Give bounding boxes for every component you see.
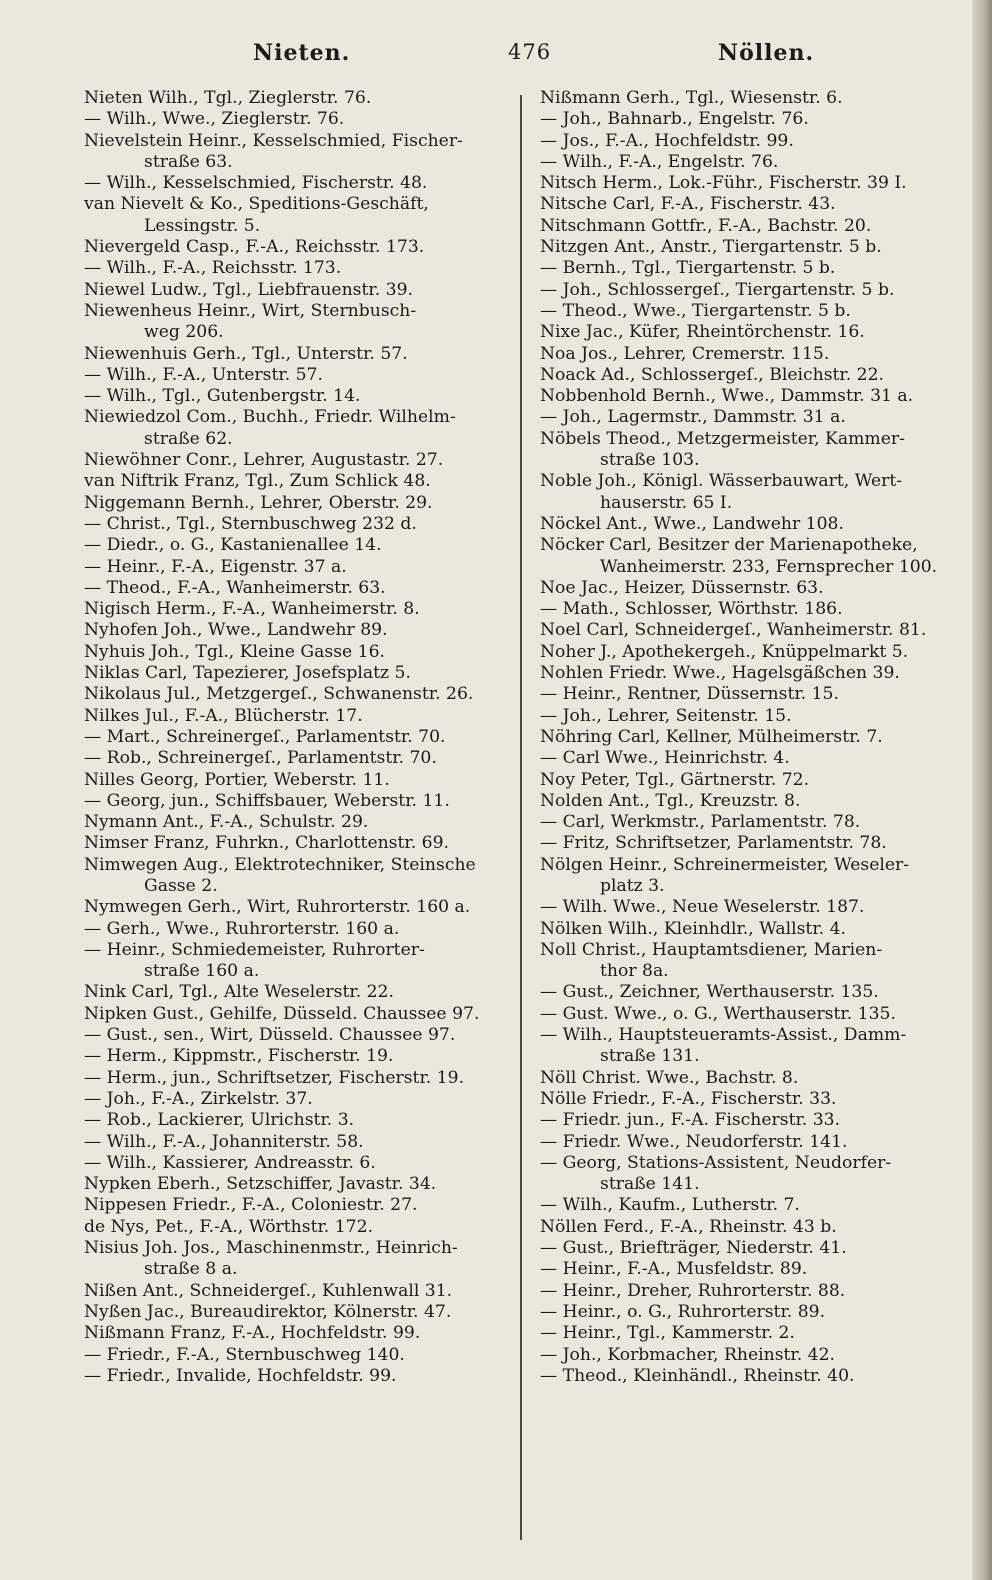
directory-entry xyxy=(540,1089,965,1110)
entry-line: — Heinr., F.-A., Musfeldstr. 89. xyxy=(540,1259,808,1280)
entry-line: — Gust., Briefträger, Niederstr. 41. xyxy=(540,1238,847,1259)
directory-entry xyxy=(540,280,965,301)
directory-entry xyxy=(84,1366,504,1387)
directory-entry xyxy=(540,322,965,343)
directory-entry xyxy=(84,493,504,514)
directory-entry xyxy=(84,578,504,599)
entry-line: — Joh., Lagermstr., Dammstr. 31 a. xyxy=(540,407,846,428)
directory-entry xyxy=(540,1238,965,1259)
entry-line: Noll Christ., Hauptamtsdiener, Marien- xyxy=(540,939,883,960)
directory-entry xyxy=(540,514,965,535)
entry-line: Nimwegen Aug., Elektrotechniker, Steinsche xyxy=(84,854,476,875)
entry-line: Nymann Ant., F.-A., Schulstr. 29. xyxy=(84,812,369,833)
entry-line: — Herm., Kippmstr., Fischerstr. 19. xyxy=(84,1046,394,1067)
entry-line: Nohlen Friedr. Wwe., Hagelsgäßchen 39. xyxy=(540,663,900,684)
entry-line: Noe Jac., Heizer, Düssernstr. 63. xyxy=(540,577,824,598)
entry-line: Nölle Friedr., F.-A., Fischerstr. 33. xyxy=(540,1088,837,1109)
entry-line: — Rob., Schreinergeſ., Parlamentstr. 70. xyxy=(84,748,437,769)
directory-entry xyxy=(540,407,965,428)
directory-entry xyxy=(540,897,965,918)
entry-line: — Gust., sen., Wirt, Düsseld. Chaussee 97. xyxy=(84,1025,456,1046)
directory-entry xyxy=(540,1323,965,1344)
entry-line: Nypken Eberh., Setzschiffer, Javastr. 34. xyxy=(84,1174,437,1195)
entry-line: Niewenheus Heinr., Wirt, Sternbusch- xyxy=(84,300,417,321)
entry-line: — Wilh., Kassierer, Andreasstr. 6. xyxy=(84,1152,376,1173)
column-divider xyxy=(520,95,522,1540)
entry-continuation: Gasse 2. xyxy=(144,875,218,896)
entry-line: Nievergeld Casp., F.-A., Reichsstr. 173. xyxy=(84,237,425,258)
directory-entry xyxy=(84,1025,504,1046)
directory-entry xyxy=(540,1068,965,1089)
directory-entry xyxy=(84,1004,504,1025)
directory-entry xyxy=(540,1025,965,1068)
directory-entry xyxy=(540,1110,965,1131)
directory-entry xyxy=(84,599,504,620)
entry-line: — Bernh., Tgl., Tiergartenstr. 5 b. xyxy=(540,258,836,279)
entry-line: — Friedr. jun., F.-A. Fischerstr. 33. xyxy=(540,1110,841,1131)
directory-entry xyxy=(540,258,965,279)
entry-line: Nitsche Carl, F.-A., Fischerstr. 43. xyxy=(540,194,836,215)
entry-line: — Wilh., Kesselschmied, Fischerstr. 48. xyxy=(84,173,428,194)
entry-line: — Gerh., Wwe., Ruhrorterstr. 160 a. xyxy=(84,918,400,939)
entry-line: — Christ., Tgl., Sternbuschweg 232 d. xyxy=(84,513,417,534)
directory-entry xyxy=(84,109,504,130)
directory-entry xyxy=(84,450,504,471)
entry-line: Nimser Franz, Fuhrkn., Charlottenstr. 69. xyxy=(84,833,449,854)
entry-line: Nolden Ant., Tgl., Kreuzstr. 8. xyxy=(540,790,801,811)
directory-entry xyxy=(540,88,965,109)
directory-entry xyxy=(84,940,504,983)
directory-entry xyxy=(540,599,965,620)
entry-line: — Wilh., Kaufm., Lutherstr. 7. xyxy=(540,1195,800,1216)
directory-entry xyxy=(84,557,504,578)
entry-continuation: straße 63. xyxy=(144,151,233,172)
entry-continuation: Lessingstr. 5. xyxy=(144,215,261,236)
entry-line: — Jos., F.-A., Hochfeldstr. 99. xyxy=(540,130,794,151)
entry-continuation: thor 8a. xyxy=(600,961,669,982)
directory-entry xyxy=(84,1174,504,1195)
directory-entry xyxy=(540,812,965,833)
directory-entry xyxy=(540,982,965,1003)
directory-entry xyxy=(540,152,965,173)
entry-line: Nölgen Heinr., Schreinermeister, Weseler- xyxy=(540,854,910,875)
directory-entry xyxy=(84,407,504,450)
entry-line: Nixe Jac., Küfer, Rheintörchenstr. 16. xyxy=(540,322,865,343)
directory-entry xyxy=(540,578,965,599)
entry-continuation: straße 8 a. xyxy=(144,1259,238,1280)
entry-line: Nöhring Carl, Kellner, Mülheimerstr. 7. xyxy=(540,726,883,747)
directory-entry xyxy=(84,684,504,705)
entry-line: — Wilh. Wwe., Neue Weselerstr. 187. xyxy=(540,897,865,918)
entry-line: — Heinr., Schmiedemeister, Ruhrorter- xyxy=(84,939,425,960)
directory-entry xyxy=(540,1281,965,1302)
entry-continuation: straße 141. xyxy=(600,1174,700,1195)
directory-entry xyxy=(84,1345,504,1366)
entry-line: Nyßen Jac., Bureaudirektor, Kölnerstr. 47. xyxy=(84,1301,452,1322)
entry-line: Nyhofen Joh., Wwe., Landwehr 89. xyxy=(84,620,388,641)
entry-line: Nitschmann Gottfr., F.-A., Bachstr. 20. xyxy=(540,215,872,236)
entry-continuation: straße 62. xyxy=(144,428,233,449)
entry-line: Nölken Wilh., Kleinhdlr., Wallstr. 4. xyxy=(540,918,846,939)
directory-entry xyxy=(540,535,965,578)
entry-line: — Friedr., Invalide, Hochfeldstr. 99. xyxy=(84,1365,397,1386)
entry-line: de Nys, Pet., F.-A., Wörthstr. 172. xyxy=(84,1216,374,1237)
directory-entry xyxy=(84,919,504,940)
entry-line: — Heinr., F.-A., Eigenstr. 37 a. xyxy=(84,556,347,577)
entry-continuation: straße 103. xyxy=(600,450,700,471)
entry-line: — Theod., Wwe., Tiergartenstr. 5 b. xyxy=(540,300,851,321)
entry-line: — Wilh., F.-A., Johanniterstr. 58. xyxy=(84,1131,364,1152)
entry-continuation: straße 160 a. xyxy=(144,961,260,982)
directory-entry xyxy=(540,1195,965,1216)
directory-entry xyxy=(540,919,965,940)
directory-entry xyxy=(540,770,965,791)
entry-line: Nisius Joh. Jos., Maschinenmstr., Heinrich- xyxy=(84,1238,458,1259)
directory-entry xyxy=(540,940,965,983)
directory-entry xyxy=(540,237,965,258)
directory-entry xyxy=(84,237,504,258)
directory-entry xyxy=(540,173,965,194)
entry-line: — Heinr., Dreher, Ruhrorterstr. 88. xyxy=(540,1280,846,1301)
entry-line: Niewiedzol Com., Buchh., Friedr. Wilhelm- xyxy=(84,407,456,428)
directory-entry xyxy=(84,727,504,748)
entry-continuation: straße 131. xyxy=(600,1046,700,1067)
directory-entry xyxy=(84,1046,504,1067)
entry-line: — Joh., Lehrer, Seitenstr. 15. xyxy=(540,705,792,726)
directory-entry xyxy=(540,194,965,215)
directory-entry xyxy=(540,706,965,727)
directory-entry xyxy=(540,386,965,407)
directory-entry xyxy=(84,982,504,1003)
entry-line: — Carl Wwe., Heinrichstr. 4. xyxy=(540,748,790,769)
entry-line: — Diedr., o. G., Kastanienallee 14. xyxy=(84,535,382,556)
directory-entry xyxy=(540,1004,965,1025)
directory-entry xyxy=(540,855,965,898)
entry-continuation: weg 206. xyxy=(144,322,224,343)
entry-line: — Wilh., Tgl., Gutenbergstr. 14. xyxy=(84,386,361,407)
directory-entry xyxy=(84,386,504,407)
directory-entry xyxy=(84,514,504,535)
directory-entry xyxy=(84,1110,504,1131)
directory-entry xyxy=(540,109,965,130)
entry-line: — Wilh., F.-A., Unterstr. 57. xyxy=(84,364,323,385)
entry-line: — Wilh., F.-A., Reichsstr. 173. xyxy=(84,258,342,279)
entry-line: — Gust. Wwe., o. G., Werthauserstr. 135. xyxy=(540,1003,896,1024)
directory-entry xyxy=(84,833,504,854)
directory-entry xyxy=(84,365,504,386)
entry-line: Nöbels Theod., Metzgermeister, Kammer- xyxy=(540,428,905,449)
entry-line: — Heinr., Rentner, Düssernstr. 15. xyxy=(540,684,839,705)
directory-entry xyxy=(84,535,504,556)
directory-entry xyxy=(84,1217,504,1238)
directory-entry xyxy=(84,344,504,365)
entry-line: — Georg, Stations-Assistent, Neudorfer- xyxy=(540,1152,892,1173)
entry-line: Nöckel Ant., Wwe., Landwehr 108. xyxy=(540,513,844,534)
page-number: 476 xyxy=(508,40,552,64)
entry-continuation: Wanheimerstr. 233, Fernsprecher 100. xyxy=(600,556,938,577)
directory-entry xyxy=(540,620,965,641)
entry-line: — Wilh., Wwe., Zieglerstr. 76. xyxy=(84,109,345,130)
directory-entry xyxy=(84,812,504,833)
directory-entry xyxy=(540,642,965,663)
directory-entry xyxy=(84,1153,504,1174)
entry-line: — Theod., F.-A., Wanheimerstr. 63. xyxy=(84,577,386,598)
directory-entry xyxy=(540,663,965,684)
entry-line: — Wilh., Hauptsteueramts-Assist., Damm- xyxy=(540,1025,907,1046)
entry-line: — Math., Schlosser, Wörthstr. 186. xyxy=(540,599,843,620)
book-spine-shadow xyxy=(972,0,992,1580)
directory-entry xyxy=(84,706,504,727)
entry-line: Nöllen Ferd., F.-A., Rheinstr. 43 b. xyxy=(540,1216,837,1237)
entry-line: Niggemann Bernh., Lehrer, Oberstr. 29. xyxy=(84,492,433,513)
entry-line: Nöll Christ. Wwe., Bachstr. 8. xyxy=(540,1067,799,1088)
directory-entry xyxy=(84,791,504,812)
directory-entry xyxy=(84,663,504,684)
directory-entry xyxy=(540,216,965,237)
directory-entry xyxy=(540,365,965,386)
directory-entry xyxy=(84,1323,504,1344)
directory-entry xyxy=(540,1366,965,1387)
entry-line: Niewenhuis Gerh., Tgl., Unterstr. 57. xyxy=(84,343,408,364)
directory-entry xyxy=(84,748,504,769)
directory-entry xyxy=(540,1302,965,1323)
entry-line: — Joh., Korbmacher, Rheinstr. 42. xyxy=(540,1344,836,1365)
entry-line: Nißmann Franz, F.-A., Hochfeldstr. 99. xyxy=(84,1323,421,1344)
entry-continuation: hauserstr. 65 I. xyxy=(600,492,733,513)
entry-line: Noy Peter, Tgl., Gärtnerstr. 72. xyxy=(540,769,810,790)
directory-entry xyxy=(84,1195,504,1216)
directory-entry xyxy=(540,833,965,854)
entry-line: — Gust., Zeichner, Werthauserstr. 135. xyxy=(540,982,879,1003)
entry-line: Noher J., Apothekergeh., Knüppelmarkt 5. xyxy=(540,641,909,662)
directory-entry xyxy=(84,258,504,279)
directory-entry xyxy=(84,1238,504,1281)
running-head-left: Nieten. xyxy=(253,40,351,66)
directory-entry xyxy=(84,471,504,492)
entry-line: Nißmann Gerh., Tgl., Wiesenstr. 6. xyxy=(540,88,843,108)
directory-entry xyxy=(540,429,965,472)
entry-line: Niewel Ludw., Tgl., Liebfrauenstr. 39. xyxy=(84,279,413,300)
directory-entry xyxy=(540,301,965,322)
entry-line: — Fritz, Schriftsetzer, Parlamentstr. 78. xyxy=(540,833,887,854)
directory-entry xyxy=(84,301,504,344)
directory-entry xyxy=(84,897,504,918)
directory-entry xyxy=(540,1345,965,1366)
entry-continuation: platz 3. xyxy=(600,875,665,896)
entry-line: Nink Carl, Tgl., Alte Weselerstr. 22. xyxy=(84,982,394,1003)
entry-line: Nikolaus Jul., Metzgergeſ., Schwanenstr. 26. xyxy=(84,684,474,705)
directory-entry xyxy=(84,131,504,174)
directory-entry xyxy=(540,1259,965,1280)
directory-entry xyxy=(84,620,504,641)
entry-line: — Georg, jun., Schiffsbauer, Weberstr. 11. xyxy=(84,790,450,811)
entry-line: Nöcker Carl, Besitzer der Marienapotheke, xyxy=(540,535,918,556)
entry-line: Nilkes Jul., F.-A., Blücherstr. 17. xyxy=(84,705,363,726)
directory-entry xyxy=(540,131,965,152)
entry-line: — Joh., Bahnarb., Engelstr. 76. xyxy=(540,109,809,130)
entry-line: Nitsch Herm., Lok.-Führ., Fischerstr. 39 I. xyxy=(540,173,907,194)
entry-line: Nymwegen Gerh., Wirt, Ruhrorterstr. 160 a. xyxy=(84,897,471,918)
entry-line: — Mart., Schreinergeſ., Parlamentstr. 70. xyxy=(84,726,446,747)
directory-entry xyxy=(540,344,965,365)
entry-line: — Heinr., o. G., Ruhrorterstr. 89. xyxy=(540,1301,826,1322)
entry-line: Nißen Ant., Schneidergeſ., Kuhlenwall 31. xyxy=(84,1280,453,1301)
directory-entry xyxy=(84,770,504,791)
directory-entry xyxy=(540,748,965,769)
directory-entry xyxy=(84,1132,504,1153)
entry-line: Nigisch Herm., F.-A., Wanheimerstr. 8. xyxy=(84,599,420,620)
directory-entry xyxy=(84,173,504,194)
entry-line: Noble Joh., Königl. Wässerbauwart, Wert- xyxy=(540,471,903,492)
entry-line: van Niftrik Franz, Tgl., Zum Schlick 48. xyxy=(84,471,431,492)
directory-entry xyxy=(540,471,965,514)
entry-line: — Herm., jun., Schriftsetzer, Fischerstr. 19. xyxy=(84,1067,465,1088)
directory-entry xyxy=(84,642,504,663)
entry-line: van Nievelt & Ko., Speditions-Geschäft, xyxy=(84,194,429,215)
directory-entry xyxy=(84,194,504,237)
entry-line: Nilles Georg, Portier, Weberstr. 11. xyxy=(84,769,390,790)
entry-line: — Heinr., Tgl., Kammerstr. 2. xyxy=(540,1323,795,1344)
directory-entry xyxy=(540,791,965,812)
running-head-right: Nöllen. xyxy=(718,40,815,66)
entry-line: Nippesen Friedr., F.-A., Coloniestr. 27. xyxy=(84,1195,418,1216)
directory-entry xyxy=(84,1302,504,1323)
entry-line: Nievelstein Heinr., Kesselschmied, Fischer- xyxy=(84,130,463,151)
entry-line: Noack Ad., Schlossergeſ., Bleichstr. 22. xyxy=(540,364,885,385)
entry-line: — Carl, Werkmstr., Parlamentstr. 78. xyxy=(540,812,861,833)
entry-line: Nitzgen Ant., Anstr., Tiergartenstr. 5 b. xyxy=(540,237,882,258)
entry-line: Noa Jos., Lehrer, Cremerstr. 115. xyxy=(540,343,830,364)
entry-line: — Wilh., F.-A., Engelstr. 76. xyxy=(540,151,779,172)
right-column xyxy=(540,88,965,1387)
entry-line: — Joh., Schlossergeſ., Tiergartenstr. 5 b. xyxy=(540,279,895,300)
entry-line: — Joh., F.-A., Zirkelstr. 37. xyxy=(84,1088,313,1109)
entry-line: Nobbenhold Bernh., Wwe., Dammstr. 31 a. xyxy=(540,386,914,407)
entry-line: — Rob., Lackierer, Ulrichstr. 3. xyxy=(84,1110,355,1131)
entry-line: — Friedr. Wwe., Neudorferstr. 141. xyxy=(540,1131,848,1152)
directory-entry xyxy=(540,1153,965,1196)
directory-entry xyxy=(84,1068,504,1089)
entry-line: Nyhuis Joh., Tgl., Kleine Gasse 16. xyxy=(84,641,386,662)
directory-entry xyxy=(84,280,504,301)
entry-line: Nieten Wilh., Tgl., Zieglerstr. 76. xyxy=(84,88,372,108)
entry-line: — Friedr., F.-A., Sternbuschweg 140. xyxy=(84,1344,405,1365)
directory-entry xyxy=(84,855,504,898)
entry-line: Niklas Carl, Tapezierer, Josefsplatz 5. xyxy=(84,663,411,684)
directory-entry xyxy=(540,684,965,705)
entry-line: Niewöhner Conr., Lehrer, Augustastr. 27. xyxy=(84,450,444,471)
directory-entry xyxy=(540,727,965,748)
directory-entry xyxy=(84,88,504,109)
directory-entry xyxy=(84,1089,504,1110)
left-column xyxy=(84,88,504,1387)
directory-entry xyxy=(540,1132,965,1153)
directory-entry xyxy=(84,1281,504,1302)
directory-entry xyxy=(540,1217,965,1238)
entry-line: — Theod., Kleinhändl., Rheinstr. 40. xyxy=(540,1365,855,1386)
entry-line: Nipken Gust., Gehilfe, Düsseld. Chaussee 97. xyxy=(84,1003,480,1024)
entry-line: Noel Carl, Schneidergeſ., Wanheimerstr. 81. xyxy=(540,620,927,641)
